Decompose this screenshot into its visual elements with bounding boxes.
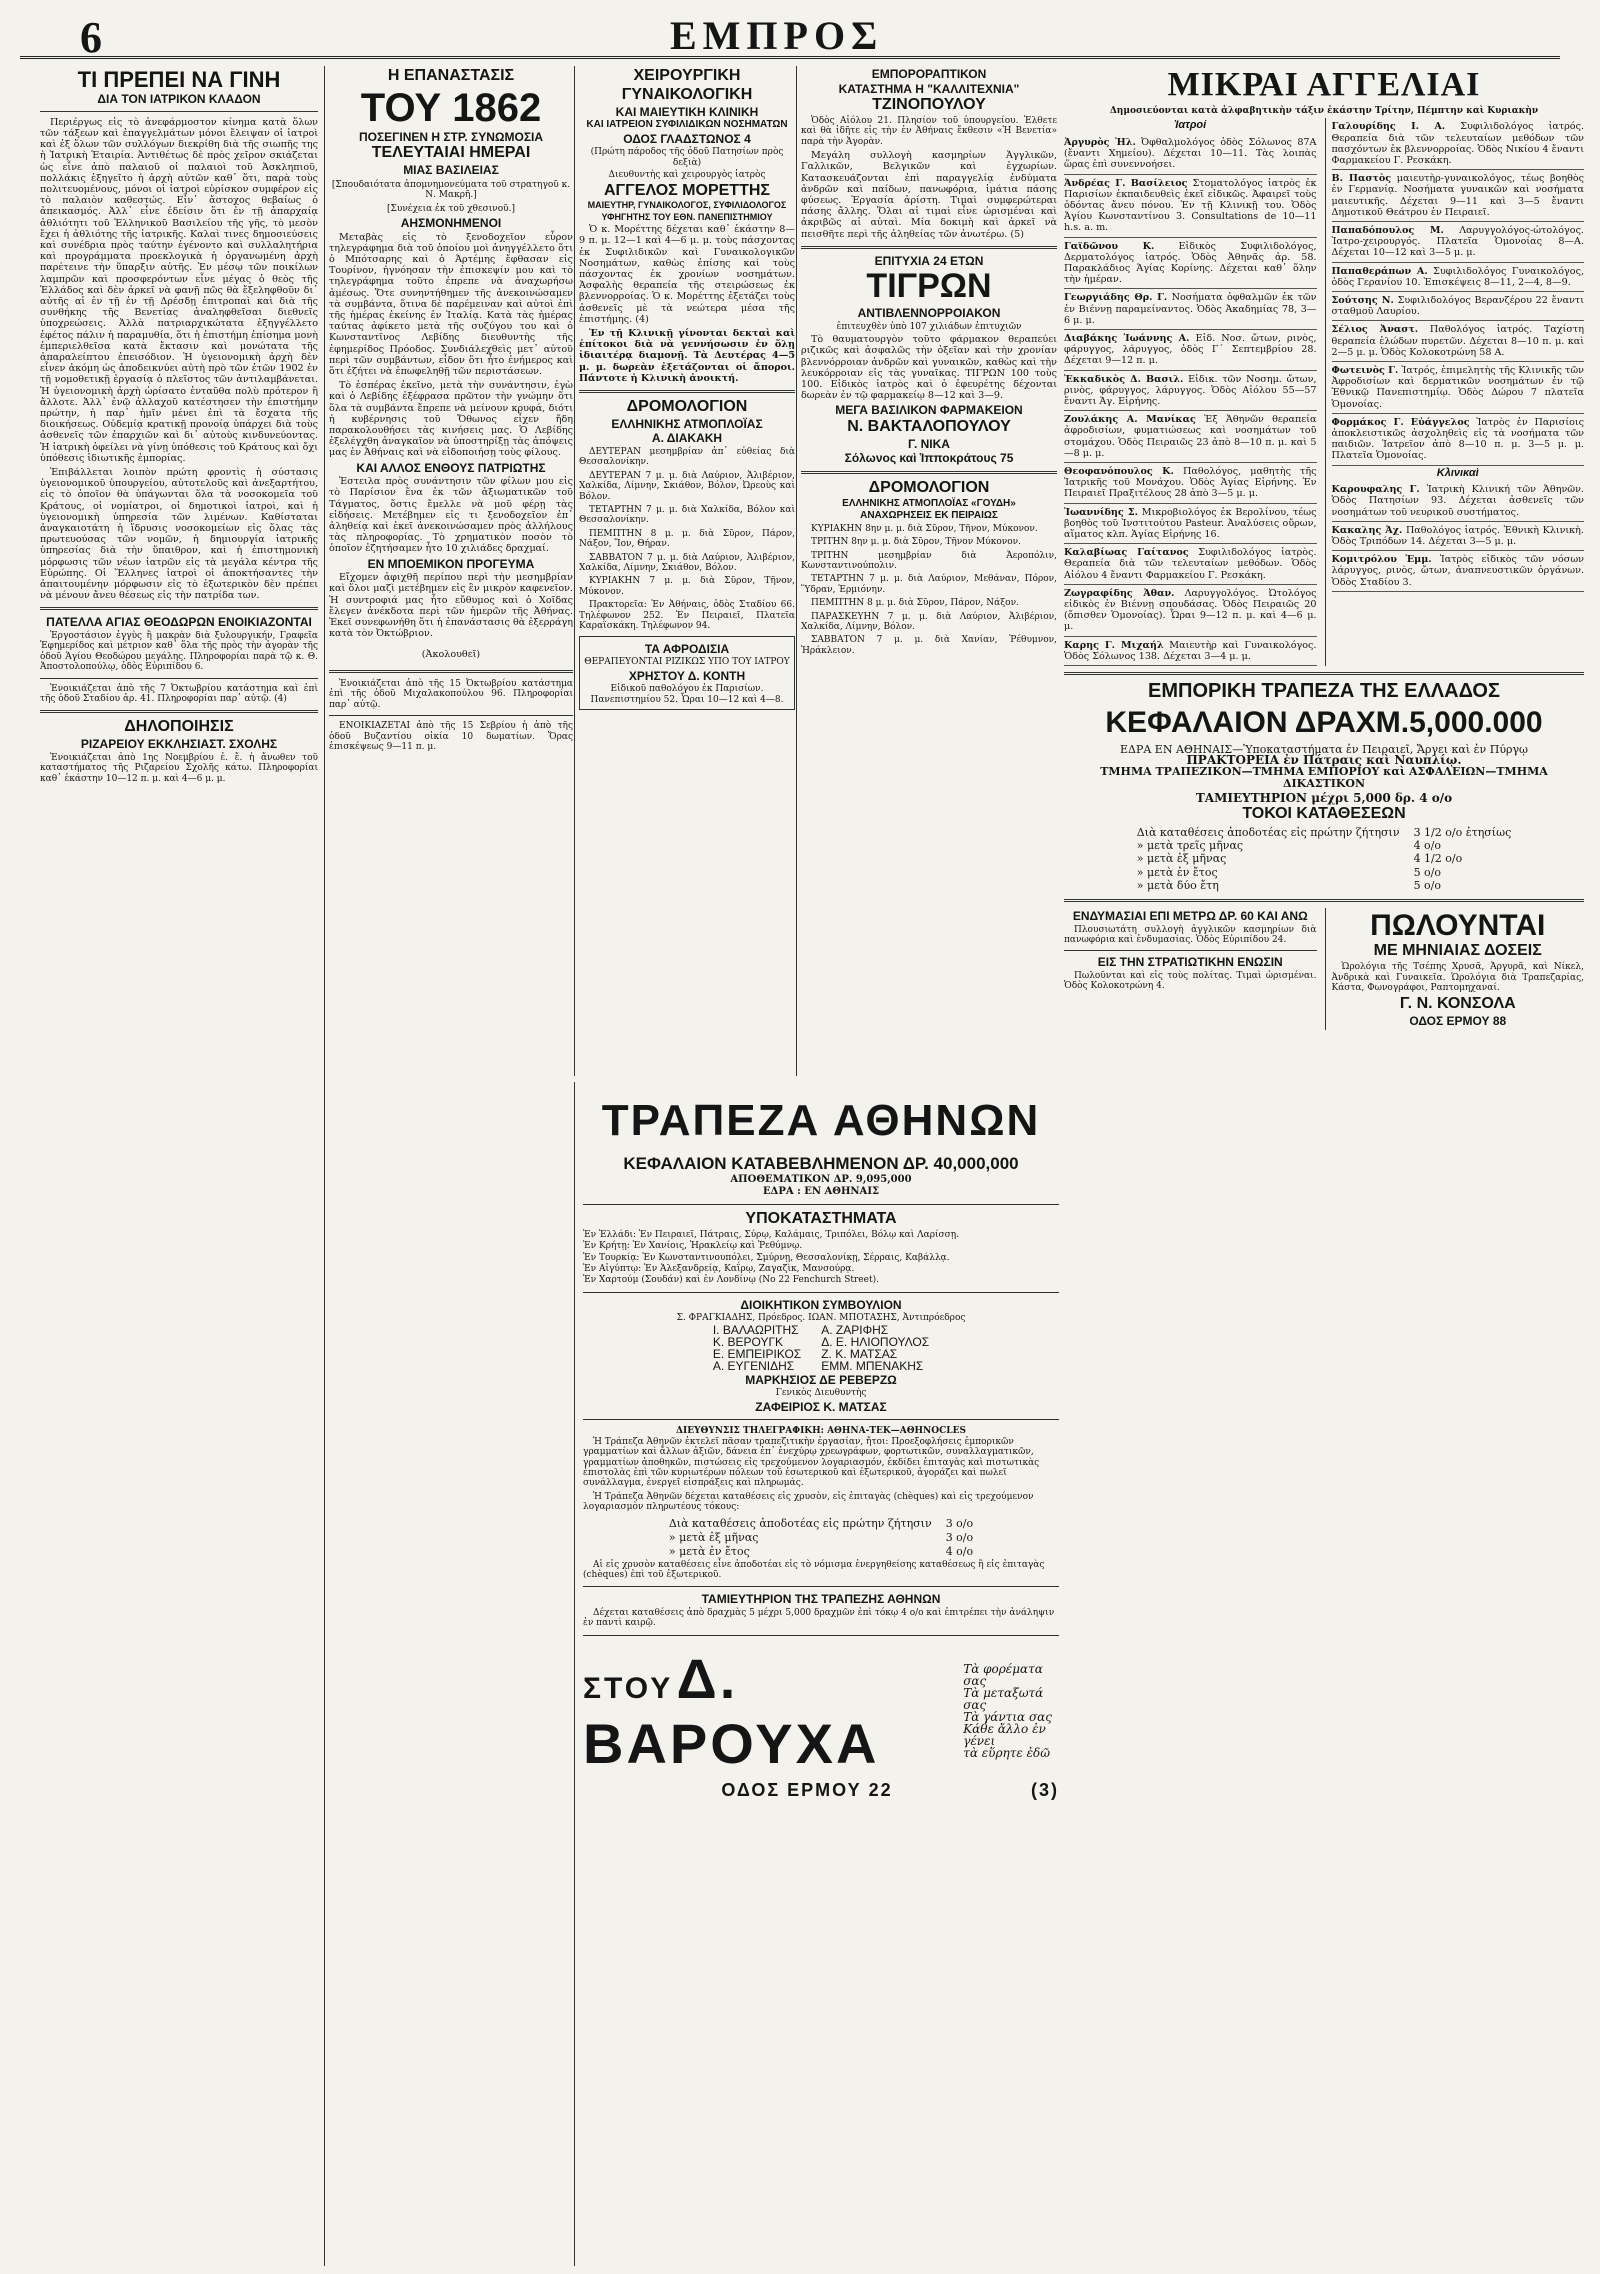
sale-title: ΠΩΛΟΥΝΤΑΙ: [1370, 908, 1546, 942]
classifieds-intro: Δημοσιεύονται κατὰ ἀλφαβητικὴν τάξιν ἑκάστην Τρίτην, Πέμπτην καὶ Κυριακὴν: [1109, 106, 1539, 116]
ad-text: Μαιευτὴρ καὶ Γυναικολόγος. Ὁδὸς Σόλωνος 138. Δέχεται 3—4 μ. μ.: [1064, 639, 1317, 662]
schedule-item: ΤΡΙΤΗΝ μεσημβρίαν διὰ Ἀεροπόλιν, Κωνσταντινούπολιν.: [801, 550, 1057, 571]
rate-value: 3 1/2 ο/ο ἐτησίως: [1413, 825, 1512, 839]
agency-info: Πρακτορεῖα: Ἐν Ἀθήναις, ὁδὸς Σταδίου 66. Τηλέφωνον 252. Ἐν Πειραιεῖ, Πλατεῖα Καραϊσκάκη. Τηλέφωνον 94.: [579, 600, 795, 632]
store-name: Δ. ΒΑΡΟΥΧΑ: [583, 1646, 880, 1775]
ad-text: Συφιλιδολόγος ἰατρὸς. Θεραπεία διὰ τῶν τελευταίων μεθόδων. Ὁδὸς Αἰόλου 4 ἔναντι Φαρμακείου Γ. Ρεσκάκη.: [1064, 547, 1317, 581]
ad-text: Παθολόγος ἰατρός. Ἐθνικὴ Κλινικὴ. Ὁδὸς Τριπόδων 14. Δέχεται 3—5 μ. μ.: [1331, 524, 1584, 548]
ad-subtitle: ΡΙΖΑΡΕΙΟΥ ΕΚΚΛΗΣΙΑΣΤ. ΣΧΟΛΗΣ: [80, 737, 278, 752]
ad-name: Κακαλης Ἀχ.: [1331, 524, 1403, 536]
schedule-item: ΠΕΜΠΤΗΝ 8 μ. μ. διὰ Σῦρον, Πάρον, Νάξον, Ἴον, Θήραν.: [579, 528, 795, 550]
bottom-classifieds: [1064, 908, 1584, 1030]
masthead: [20, 8, 1560, 62]
slogan-line: Τὰ γάντια σας: [963, 1709, 1052, 1724]
board-member: Κ. ΒΕΡΟΥΓΚ: [712, 1334, 784, 1349]
divider: [329, 715, 573, 716]
schedule-item: ΤΕΤΑΡΤΗΝ 7 μ. μ. διὰ Λαύριον, Μεθάναν, Πόρον, Ὕδραν, Ἑρμιόνην.: [801, 574, 1057, 595]
section-heading: ΚΑΙ ΑΛΛΟΣ ΕΝΘΟΥΣ ΠΑΤΡΙΩΤΗΣ: [356, 460, 546, 475]
ad-box-name: ΧΡΗΣΤΟΥ Δ. ΚΟΝΤΗ: [628, 668, 746, 683]
board-member: Ε. ΕΜΠΕΙΡΙΚΟΣ: [712, 1346, 802, 1361]
commercial-bank-seat: ΕΔΡΑ ΕΝ ΑΘΗΝΑΙΣ—Ὑποκαταστήματα ἐν Πειραιεῖ, Ἄργει καὶ ἐν Πύργῳ: [1119, 743, 1529, 757]
board-lead: Σ. ΦΡΑΓΚΙΑΔΗΣ, Πρόεδρος. ΙΩΑΝ. ΜΠΟΤΑΣΗΣ, Ἀντιπρόεδρος: [676, 1313, 966, 1324]
branch-item: Ἐν Κρήτῃ: Ἐν Χανίοις, Ἡρακλείῳ καὶ Ῥεθύμνῳ.: [583, 1241, 803, 1252]
schedule-item: ΣΑΒΒΑΤΟΝ 7 μ. μ. διὰ Χανίαν, Ῥέθυμνον, Ἡράκλειον.: [801, 635, 1057, 656]
board-member: Ι. ΒΑΛΑΩΡΙΤΗΣ: [712, 1322, 799, 1337]
rate-value: 4 ο/ο: [945, 1544, 974, 1558]
article-subtitle: ΜΙΑΣ ΒΑΣΙΛΕΙΑΣ: [403, 163, 499, 178]
rate-label: Διὰ καταθέσεις ἀποδοτέας εἰς πρώτην ζήτησιν: [1136, 825, 1400, 839]
rate-value: 4 1/2 ο/ο: [1413, 852, 1463, 866]
section-heading: ΑΗΣΜΟΝΗΜΕΝΟΙ: [400, 216, 502, 230]
rate-value: 4 ο/ο: [1413, 839, 1442, 853]
ad-body: Ἐνοικιάζεται ἀπὸ τῆς 15 Ὀκτωβρίου κατάστημα ἐπὶ τῆς ὁδοῦ Μιχαλακοπούλου 96. Πληροφορίαι παρ᾽ αὐτῷ.: [329, 678, 573, 710]
bank-reserve: ΑΠΟΘΕΜΑΤΙΚΟΝ ΔΡ. 9,095,000: [730, 1174, 912, 1185]
schedule-item: ΔΕΥΤΕΡΑΝ 7 μ. μ. διὰ Λαύριον, Ἀλιβέριον, Χαλκίδα, Λίμνην, Σκιάθον, Βόλον, Ὠρεοὺς καὶ Βόλον.: [579, 470, 795, 502]
board-member: Δ. Ε. ΗΛΙΟΠΟΥΛΟΣ: [821, 1334, 930, 1349]
ad-box-body: Εἰδικοῦ παθολόγου ἐκ Παρισίων. Πανεπιστημίου 52. Ὧραι 10—12 καὶ 4—8.: [590, 684, 784, 705]
rate-value: 5 ο/ο: [1413, 865, 1442, 879]
list-item: [1064, 238, 1317, 290]
ad-text: Λαρυγγολόγος-ὠτολόγος. Ἰατρο-χειρουργός. Πλατεῖα Ὁμονοίας 8—Α. Δέχεται 10—12 καὶ 3—5 μ. μ.: [1331, 225, 1584, 259]
rate-label: » μετὰ ἐξ μῆνας: [1136, 852, 1227, 866]
divider: [583, 1204, 1059, 1205]
bank-seat: ΕΔΡΑ : ΕΝ ΑΘΗΝΑΙΣ: [762, 1186, 880, 1197]
clinic-title: ΧΕΙΡΟΥΡΓΙΚΗ: [633, 67, 741, 84]
column-classifieds: [1058, 66, 1584, 2266]
ad-text: Παθολόγος ἰατρός. Ταχίστη θεραπεία ἐλώδων πυρετῶν. Δέχεται 8—10 π. μ. καὶ 2—5 μ. μ. Ὁδὸς Κολοκοτρώνη 58 Α.: [1331, 324, 1584, 358]
bank-capital: ΚΕΦΑΛΑΙΟΝ ΚΑΤΑΒΕΒΛΗΜΕΝΟΝ ΔΡ. 40,000,000: [623, 1154, 1019, 1173]
table-row: [663, 1532, 979, 1544]
schedule-title: ΔΡΟΜΟΛΟΓΙΟΝ: [626, 398, 748, 416]
list-item: [1332, 222, 1585, 263]
classifieds-right: [1325, 118, 1585, 666]
divider: [579, 390, 795, 393]
director-role: Γενικὸς Διευθυντὴς: [775, 1388, 867, 1399]
board-member: Α. ΖΑΡΙΦΗΣ: [821, 1322, 889, 1337]
remedy-subtitle: ΑΝΤΙΒΛΕΝΝΟΡΡΟΙΑΚΟΝ: [857, 306, 1001, 321]
board-member: Ζ. Κ. ΜΑΤΣΑΣ: [821, 1346, 898, 1361]
ad-body: Ἐνοικιάζεται ἀπὸ τῆς 7 Ὀκτωβρίου κατάστημα καὶ ἐπὶ τῆς ὁδοῦ Σταδίου ἀρ. 41. Πληροφορίαι παρ᾽ αὐτῷ. (4): [40, 683, 318, 705]
savings-body: Δέχεται καταθέσεις ἀπὸ δραχμὰς 5 μέχρι 5,000 δραχμῶν ἐπὶ τόκῳ 4 ο/ο καὶ ἐπιτρέπει τὴν ἀνάληψιν ἐν παντὶ καιρῷ.: [583, 1608, 1055, 1629]
director-name: ΖΑΦΕΙΡΙΟΣ Κ. ΜΑΤΣΑΣ: [755, 1399, 887, 1414]
ad-text: Στοματολόγος ἰατρὸς ἐκ Παρισίων ἐκπαιδευθεὶς ἐκεῖ εἰδικῶς. Ἀφαιρεῖ τοὺς ὀδόντας ἄνευ πόνου. Ἐν τῇ Κλινικῇ του. Ὁδὸς Ἀγίου Κωνσταντίνου 3. Consultations de 10—11 h.s. a. m.: [1064, 177, 1317, 234]
rate-value: 3 ο/ο: [945, 1530, 974, 1544]
ad-name: Ζωγραφίδης Ἀθαν.: [1064, 587, 1175, 599]
section-label: Ἰατροί: [1174, 119, 1207, 132]
store-prefix: ΣΤΟΥ: [583, 1671, 674, 1705]
ad-name: Γεωργιάδης Θρ. Γ.: [1064, 292, 1168, 304]
divider: [40, 607, 318, 610]
ad-name: Ζουλάκης Α. Μανίκας: [1064, 414, 1196, 426]
rate-value: 3 ο/ο: [945, 1516, 974, 1530]
classifieds-doctors: [1064, 118, 1584, 666]
article-body-2: Ἐπιβάλλεται λοιπὸν πρώτη φροντὶς ἡ σύστασις ὑγειονομικοῦ ὑπουργείου, αὐτοτελοῦς καὶ ἀνεξαρτήτου, εἰς τὸ ὁποῖον θὰ ὑπάγωνται ὅλα τὰ νοσοκομεῖα τοῦ Κράτους, οἱ νομίατροι, οἱ δημοτικοὶ ἰατροὶ, καὶ ἡ ὑγειονομικὴ ὑπηρεσία τῶν λιμένων. Καθίσταται ἀναγκαιοτάτη ἡ ἵδρυσις νοσοκομείων εἰς ὅλας τὰς πρωτευούσας τῶν νομῶν, ἡ δημιουργία ἰατρικῆς ὑπηρεσίας διὰ τὴν ὕπαιθρον, καὶ ἡ ἐπιστημονικὴ μόρφωσις τῶν νέων ἰατρῶν εἰς τὰ μεγάλα κέντρα τῆς Εὐρώπης. Οἱ Ἕλληνες ἰατροὶ οἱ ἀποκτήσαντες τὴν ἀπαιτουμένην μόρφωσιν εἰς τὸ ἐξωτερικὸν δὲν πρέπει νὰ μένουν ἄνευ θέσεως εἰς τὴν πατρίδα των.: [40, 466, 318, 602]
schedule-item: ΤΡΙΤΗΝ 8ην μ. μ. διὰ Σῦρον, Τῆνον Μύκονον.: [811, 537, 1021, 548]
schedule-item: ΤΕΤΑΡΤΗΝ 7 μ. μ. διὰ Χαλκίδα, Βόλον καὶ Θεσσαλονίκην.: [579, 505, 795, 526]
bottom-left: [1064, 908, 1317, 1030]
commercial-bank-ad: [1064, 681, 1584, 893]
doctor-name: ΑΓΓΕΛΟΣ ΜΟΡΕΤΤΗΣ: [603, 181, 770, 199]
list-item: [1064, 175, 1317, 238]
table-row: [1131, 880, 1518, 891]
divider: [40, 678, 318, 679]
ad-box-subtitle: ΘΕΡΑΠΕΥΟΝΤΑΙ ΡΙΖΙΚΩΣ ΥΠΟ ΤΟΥ ΙΑΤΡΟΥ: [584, 657, 790, 668]
continuation-note: [Συνέχεια ἐκ τοῦ χθεσινοῦ.]: [386, 203, 516, 214]
schedule-item: ΔΕΥΤΕΡΑΝ μεσημβρίαν ἀπ᾽ εὐθείας διὰ Θεσσαλονίκην.: [579, 447, 795, 468]
clinic-body: Ἐν τῇ Κλινικῇ γίνονται δεκταὶ καὶ ἐπίτοκοι διὰ νὰ γεννήσωσιν ἐν ὅλῃ ἰδιαιτέρᾳ διαμονῇ. Τὰ Δευτέρας 4—5 μ. μ. δωρεὰν ἐξετάζονται οἱ ἄποροι. Πάντοτε ἡ Κλινικὴ ἀνοικτή.: [579, 328, 795, 384]
table-row: [1131, 840, 1518, 851]
ad-name: Καρης Γ. Μιχαήλ: [1064, 639, 1164, 651]
newspaper-title: ΕΜΠΡΟΣ: [670, 13, 884, 58]
slogan-line: Κάθε ἄλλο ἐν γένει: [963, 1721, 1046, 1748]
ad-text: Ἰατρὸς ἐν Παρισίοις ἀποκλειστικῶς ἀσχοληθεὶς εἰς τὰ νοσήματα τῶν παιδιῶν. Ἰατρεῖον ἀπὸ 8—10 π. μ. 3—5 μ. μ. Πλατεῖα Ὁμονοίας.: [1331, 416, 1584, 462]
doctor-label: Διευθυντὴς καὶ χειρουργὸς ἰατρὸς: [608, 170, 766, 181]
schedule-list: [801, 524, 1057, 656]
article-byline: [Σπουδαιότατα ἀπομνημονεύματα τοῦ στρατηγοῦ κ. Ν. Μακρῆ.]: [331, 179, 571, 201]
bank-body: Ἡ Τράπεζα Ἀθηνῶν ἐκτελεῖ πᾶσαν τραπεζιτικὴν ἐργασίαν, ἤτοι: Προεξοφλήσεις ἐμπορικῶν γραμματίων καὶ ἄλλων ἀξιῶν, δάνεια ἐπ᾽ ἐνεχύρῳ χρεωγράφων, φορτωτικῶν, συναλλαγματικῶν, γραμματίων ἀποθηκῶν, πιστώσεις εἰς τρεχούμενον λογαριασμόν, ἐκδίδει ἐπιταγὰς καὶ πιστωτικὰς ἐπιστολὰς ἐπὶ τῶν κυριωτέρων πόλεων τοῦ ἐσωτερικοῦ καὶ ἐξωτερικοῦ, ἀγοράζει καὶ πωλεῖ συνάλλαγμα, ἐνεργεῖ εἰσπράξεις καὶ πληρωμάς.: [583, 1436, 1040, 1489]
store-slogan: [963, 1663, 1059, 1759]
store-banner: [583, 1646, 963, 1776]
ad-title: ΔΗΛΟΠΟΙΗΣΙΣ: [124, 718, 234, 736]
sale-body: Ὡρολόγια τῆς Τσέπης Χρυσᾶ, Ἀργυρᾶ, καὶ Νίκελ, Ἀνδρικὰ καὶ Γυναικεῖα. Ὡρολόγια διὰ Τραπεζαρίας, Κάστα, Φωνογράφοι, Ραπτομηχαναί.: [1331, 962, 1584, 994]
savings-title: ΤΑΜΙΕΥΤΗΡΙΟΝ ΤΗΣ ΤΡΑΠΕΖΗΣ ΑΘΗΝΩΝ: [701, 1592, 941, 1607]
deposit-rates-table: [661, 1516, 981, 1560]
sale-subtitle: ΜΕ ΜΗΝΙΑΙΑΣ ΔΟΣΕΙΣ: [1373, 942, 1542, 960]
branch-item: Ἐν Ἑλλάδι: Ἐν Πειραιεῖ, Πάτραις, Σύρῳ, Καλάμαις, Τριπόλει, Βόλῳ καὶ Λαρίσσῃ.: [583, 1229, 960, 1240]
divider: [1064, 899, 1584, 902]
schedule-company: ΕΛΛΗΝΙΚΗΣ ΑΤΜΟΠΛΟΪΑΣ «ΓΟΥΔΗ»: [842, 497, 1016, 509]
column-medical-article: [40, 66, 318, 2266]
doctor-title: ΜΑΙΕΥΤΗΡ, ΓΥΝΑΙΚΟΛΟΓΟΣ, ΣΥΦΙΛΙΔΟΛΟΓΟΣ: [587, 200, 787, 211]
schedule-item: ΚΥΡΙΑΚΗΝ 8ην μ. μ. διὰ Σῦρον, Τῆνον, Μύκονον.: [811, 523, 1038, 534]
board-title: ΔΙΟΙΚΗΤΙΚΟΝ ΣΥΜΒΟΥΛΙΟΝ: [740, 1297, 902, 1312]
remedy-note: ἐπιτευχθὲν ὑπὸ 107 χιλιάδων ἐπιτυχιῶν: [836, 321, 1022, 332]
branch-item: Ἐν Τουρκίᾳ: Ἐν Κωνσταντινουπόλει, Σμύρνῃ, Θεσσαλονίκῃ, Σέρραις, Καβάλλᾳ.: [583, 1252, 950, 1263]
ad-name: Παπαθεράπων Α.: [1331, 265, 1428, 277]
ad-text: Ἐξ Ἀθηνῶν θεραπεία ἀφροδισίων, φυματιώσεως καὶ νοσημάτων τοῦ στομάχου. Ὁδὸς Πειραιῶς 23 ἀπὸ 8—10 π. μ. καὶ 5—8 μ. μ.: [1064, 414, 1317, 459]
ad-text: Νοσήματα ὁφθαλμῶν ἐκ τῶν ἐν Βιέννῃ παραμείναντος. Ὁδὸς Ἀκαδημίας 78, 3—6 μ. μ.: [1064, 292, 1317, 326]
rate-value: 5 ο/ο: [1413, 878, 1442, 892]
list-item: [1332, 118, 1585, 170]
store-footer: [583, 1780, 1059, 1801]
clinic-subtitle: ΚΑΙ ΜΑΙΕΥΤΙΚΗ ΚΛΙΝΙΚΗ: [615, 104, 759, 119]
ad-text: Εἰδ. Νοσ. ὤτων, ρινὸς, φάρυγγος, λάρυγγος, ὁδὸς Γ΄ Σεπτεμβρίου 28. Δέχεται 9—12 π. μ.: [1064, 333, 1317, 367]
list-item: [1332, 362, 1585, 414]
bank-of-athens-ad: [574, 1082, 1067, 2266]
branch-item: Ἐν Αἰγύπτῳ: Ἐν Ἀλεξανδρείᾳ, Καΐρῳ, Ζαγαζὶκ, Μανσούρᾳ.: [583, 1264, 855, 1275]
ad-text: Εἰδικ. τῶν Νοσημ. ὤτων, ρινὸς, φάρυγγος, λάρυγγος. Ὁδὸς Αἰόλου 55—57 ἔναντι Ἁγ. Εἰρήνης.: [1064, 373, 1317, 408]
divider: [583, 1292, 1059, 1293]
list-item: [1332, 321, 1585, 362]
divider: [583, 1635, 1059, 1636]
ad-name: Φορμάκος Γ. Εὐάγγελος: [1331, 416, 1470, 428]
list-item: [1064, 330, 1317, 371]
shop-title: ΕΜΠΟΡΟΡΑΠΤΙΚΟΝ: [871, 67, 987, 81]
clinic-address: ΟΔΟΣ ΓΛΑΔΣΤΩΝΟΣ 4: [623, 131, 751, 146]
rate-label: » μετὰ ἐν ἔτος: [1136, 865, 1218, 879]
list-item: [1332, 522, 1585, 551]
ad-name: Ἀνδρέας Γ. Βασίλειος: [1064, 177, 1188, 189]
list-item: [1332, 551, 1585, 592]
board-members: [583, 1324, 1059, 1372]
commercial-bank-capital: ΚΕΦΑΛΑΙΟΝ ΔΡΑΧΜ.5,000.000: [1105, 706, 1543, 740]
column-clinic-and-shipping: [574, 66, 795, 1076]
ad-name: Β. Παστὸς: [1331, 173, 1392, 185]
divider: [40, 710, 318, 713]
article-subtitle: ΔΙΑ ΤΟΝ ΙΑΤΡΙΚΟΝ ΚΛΑΔΟΝ: [97, 92, 261, 107]
rate-label: Διὰ καταθέσεις ἀποδοτέας εἰς πρώτην ζήτησιν: [668, 1516, 932, 1530]
ad-body: Πλουσιωτάτη συλλογὴ ἀγγλικῶν κασμηρίων διὰ πανωφόρια καὶ ἐνδυμασίας. Ὁδὸς Εὐριπίδου 24.: [1064, 924, 1317, 945]
column-tailor-and-pharmacy: [796, 66, 1057, 1076]
list-item: [1332, 263, 1585, 292]
bottom-right: [1325, 908, 1585, 1030]
store-ref: (3): [1031, 1779, 1059, 1800]
ad-box: [579, 636, 795, 710]
ad-text: Λαρυγγολόγος. Ὠτολόγος εἰδικὸς ἐν Βιέννῃ σπουδάσας. Ὁδὸς Πειραιῶς 20 (ὄπισθεν Ὁμονοίας). Ὧραι 9—12 π. μ. καὶ 4—6 μ. μ.: [1064, 587, 1317, 633]
list-item: [1064, 289, 1317, 330]
ad-text: Εἰδικὸς Συφιλιδολόγος, Δερματολόγος ἰατρός. Ὁδὸς Ἀθηνᾶς ἀρ. 58. Παρακλάδιος Ἁγίας Κορίνης. Δέχεται καθ᾽ ὅλην τὴν ἡμέραν.: [1064, 240, 1317, 286]
schedule-company: Α. ΔΙΑΚΑΚΗ: [651, 431, 723, 446]
rate-label: » μετὰ ἐξ μῆνας: [668, 1530, 759, 1544]
ad-name: Γαϊδῶνου Κ.: [1064, 240, 1155, 252]
deposits-intro: Ἡ Τράπεζα Ἀθηνῶν δέχεται καταθέσεις εἰς χρυσὸν, εἰς ἐπιταγὰς (chèques) καὶ εἰς τρεχούμενον λογαριασμὸν πληρωτέους τόκους:: [583, 1491, 1034, 1513]
ad-name: Παπαδόπουλος Μ.: [1331, 225, 1444, 237]
gold-deposit-note: Αἱ εἰς χρυσὸν καταθέσεις εἶνε ἀποδοτέαι εἰς τὸ νόμισμα ἐνεργηθείσης καταθέσεως ἢ εἰς ἐπιταγὰς (chèques) ἐπὶ τοῦ ἐξωτερικοῦ.: [583, 1559, 1045, 1581]
ad-text: Ἰατρὸς εἰδικὸς τῶν νόσων λάρυγγος, ρινὸς, ὤτων, ἀναπνευστικῶν ὀργάνων. Ὁδὸς Σταδίου 3.: [1331, 554, 1584, 588]
list-item: [1332, 414, 1585, 466]
interest-rates-table: [1129, 825, 1520, 893]
list-item: [1064, 134, 1317, 175]
ad-name: Διαβάκης Ἰωάννης Α.: [1064, 333, 1190, 344]
ad-body: ΕΝΟΙΚΙΑΖΕΤΑΙ ἀπὸ τῆς 15 Σεβρίου ἡ ἀπὸ τῆς ὁδοῦ Βυζαντίου οἰκία 10 δωματίων. Ὅρας ἐπισκέψεως 9—11 π. μ.: [329, 721, 573, 752]
shop-owner: ΤΖΙΝΟΠΟΥΛΟΥ: [872, 96, 986, 114]
clinic-body: Ὁ κ. Μορέττης δέχεται καθ᾽ ἑκάστην 8—9 π. μ. 12—1 καὶ 4—6 μ. μ. τοὺς πάσχοντας ἐκ Συφιλιδικῶν καὶ Γυναικολογικῶν Νοσημάτων, καθὼς ἐπίσης καὶ τοὺς πάσχοντας ἐκ χρονίων νοσημάτων. Ἀσφαλὴς θεραπεία τῆς στειρώσεως ἐκ βλεννορροίας. Ὁ κ. Μορέττης ἐξετάζει τοὺς ἀσθενεῖς μὲ τὰ νεώτερα μέσα τῆς ἐπιστήμης. (4): [579, 224, 795, 325]
list-item: [1064, 585, 1317, 637]
schedule-item: ΠΕΜΠΤΗΝ 8 μ. μ. διὰ Σῦρον, Πάρον, Νάξον.: [811, 598, 1019, 609]
branches-title: ΥΠΟΚΑΤΑΣΤΗΜΑΤΑ: [745, 1210, 897, 1227]
schedule-company: ΕΛΛΗΝΙΚΗΣ ΑΤΜΟΠΛΟΪΑΣ: [611, 416, 763, 431]
ad-text: Ὀφθαλμολόγος ὁδὸς Σόλωνος 87Α (ἔναντι Χημείου). Δέχεται 10—11. Τὰς λοιπὰς ὥρας ἐπὶ συνεννοήσει.: [1064, 136, 1317, 171]
article-subtitle: ΠΟΣΕΓΙΝΕΝ Η ΣΤΡ. ΣΥΝΩΜΟΣΙΑ: [358, 129, 544, 144]
list-item: [1064, 544, 1317, 585]
ad-name: Ἐκκαδικὸς Δ. Βασιλ.: [1064, 373, 1184, 385]
divider: [329, 670, 573, 673]
pharmacy-address: Σόλωνος καὶ Ἱπποκράτους 75: [844, 451, 1014, 466]
commercial-bank-departments: ΤΜΗΜΑ ΤΡΑΠΕΖΙΚΟΝ—ΤΜΗΜΑ ΕΜΠΟΡΙΟΥ καὶ ΑΣΦΑΛΕΙΩΝ—ΤΜΗΜΑ ΔΙΚΑΣΤΙΚΟΝ: [1100, 765, 1548, 790]
director-name: ΜΑΡΚΗΣΙΟΣ ΔΕ ΡΕΒΕΡΖΩ: [745, 1372, 897, 1387]
section-heading: ΕΝ ΜΠΟΕΜΙΚΟΝ ΠΡΟΓΕΥΜΑ: [367, 556, 535, 571]
table-row: [663, 1518, 979, 1530]
pharmacy-name: Ν. ΒΑΚΤΑΛΟΠΟΥΛΟΥ: [847, 417, 1011, 435]
remedy-tagline: ΕΠΙΤΥΧΙΑ 24 ΕΤΩΝ: [874, 253, 984, 268]
ad-name: Θεοφανόπουλος Κ.: [1064, 466, 1174, 478]
rate-label: » μετὰ τρεῖς μῆνας: [1136, 839, 1244, 853]
section-label: Κλινικαὶ: [1436, 466, 1479, 479]
schedule-item: ΠΑΡΑΣΚΕΥΗΝ 7 μ. μ. διὰ Λαύριον, Ἀλιβέριον, Χαλκίδα, Λίμνην, Βόλον.: [801, 611, 1057, 632]
branches-list: [583, 1230, 1059, 1286]
article-title-year: ΤΟΥ 1862: [360, 85, 542, 130]
table-row: [663, 1546, 979, 1558]
divider: [1064, 950, 1317, 951]
clinic-subtitle: ΚΑΙ ΙΑΤΡΕΙΟΝ ΣΥΦΙΛΙΔΙΚΩΝ ΝΟΣΗΜΑΤΩΝ: [586, 119, 788, 131]
article-title: ΤΙ ΠΡΕΠΕΙ ΝΑ ΓΙΝΗ: [77, 67, 281, 92]
ad-text: Ἰατρικὴ Κλινική τῶν Ἀθηνῶν. Ὁδὸς Πατησίων 93. Δέχεται ἀσθενεῖς τῶν νοσημάτων τοῦ νευρικοῦ συστήματος.: [1331, 484, 1584, 518]
ad-name: Κομιτρόλου Ἐμμ.: [1331, 554, 1432, 566]
board-right: [821, 1324, 929, 1372]
rate-label: » μετὰ ἐν ἔτος: [668, 1544, 750, 1558]
ad-text: Συφιλιδολόγος Βερανζέρου 22 ἔναντι σταθμοῦ Λαυρίου.: [1331, 295, 1584, 318]
classifieds-left: [1064, 118, 1317, 666]
ad-box-title: ΤΑ ΑΦΡΟΔΙΣΙΑ: [644, 641, 730, 656]
ad-body: Ἐργοστάσιον ἐγγὺς ἢ μακρὰν διὰ ξυλουργικήν, Γραφεῖα Ἐφημερίδος καὶ μέτριον καθ᾽ ὅλα τῆς πρὸς τὴν ἀγορὰν τῆς ὁδοῦ Ἁγίου Θεοδώρου μεγάλης. Πληροφορίαι παρὰ τῷ κ. Θ. Ἀποστολοπούλῳ, ὁδὸς Εὐριπίδου 6.: [40, 631, 318, 673]
schedule-item: ΣΑΒΒΑΤΟΝ 7 μ. μ. διὰ Λαύριον, Ἀλιβέριον, Χαλκίδα, Λίμνην, Σκιάθον, Βόλον.: [579, 552, 795, 574]
bank-title: ΤΡΑΠΕΖΑ ΑΘΗΝΩΝ: [601, 1096, 1041, 1145]
divider: [801, 246, 1057, 249]
ad-name: Καλαβίωας Γαίτανος: [1064, 547, 1189, 559]
list-item: [1332, 170, 1585, 222]
to-be-continued: (Ἀκολουθεῖ): [421, 649, 481, 661]
table-row: [1131, 867, 1518, 878]
ad-text: μαιευτὴρ-γυναικολόγος, τέως βοηθὸς ἐν Γερμανίᾳ. Νοσήματα γυναικῶν καὶ νοσήματα μαιευτικῆς. Δέχεται 9—11 καὶ 3—5 ἔναντι Δημοτικοῦ Θεάτρου ἐν Πειραιεῖ.: [1331, 173, 1584, 218]
article-body: Περιέργως εἰς τὸ ἀνεφάρμοστον κίνημα κατὰ ὅλων τῶν τάξεων καὶ ἐπαγγελμάτων μόνοι ἔλειψαν οἱ ἰατροὶ καὶ ἐξ ὅλων τῶν συλλόγων διεκρίθη διὰ τῆς σιωπῆς της ἡ Ἰατρικὴ Ἑταιρία. Ἀντιθέτως δὲ πρὸς χεῖρον σκιάζεται ὡς εἶνε ἀπὸ παλαιοῦ οἱ παλαιοὶ τοῦ Ἀσκληπιοῦ, πολλάκις ἐξηγεῖτο ἡ ἀρχὴ αὐτῶν καθ᾽ ὅτι, παρὰ τοὺς πολιτευομένους, μόνοι οἱ ἰατροὶ εὑρίσκον συμφέρον εἰς τὸ παλαιὸν καθεστώς. Εἶν᾽ ἄστοχος θεβαίως ὁ ἀπεικασμός. Ἀλλ᾽ εἶνε ἐδείσιν ὅτι ἐν τῇ ἀπαρχαίᾳ ἀθλιότητι τοῦ Ἑλληνικοῦ Βασιλείου τῆς γῆς, τὸ μεσὸν ἔχει ἡ ἀθλιότης τῆς ἰατρικῆς. Καλαὶ τινες δημοσιεύσεις καὶ συνέδρια πρὸς ταύτην ἐγένοντο καὶ συλλαλητήρια καὶ προγράμματα προεκλογικὰ ἡ ὀργανωμένη ἀρχὴ παρέτεινε τὴν ὕπαρξιν αὐτῆς. Ἐν μέσῳ τῶν ποικίλων λαμπρῶν καὶ προσφερόντων εἶνε μέγας ὁ θεὸς τῆς Ἑλλάδος καὶ δὲν ἀρκεῖ νὰ φανῇ πῶς θὰ ἔξεληφθοῦν δι᾽ αὐτῆς αἱ ἐν τῇ ἐν τῇ Δρέσδῃ ἐπιτροπαὶ καὶ διὰ τῆς συνθήκης τῆς Βενετίας ἀναληφθεῖσαι διεθνεῖς ὑποχρεώσεις. Ἀλλὰ πατριαρχικώτατα ἐξηγγέλλετο ἐφέτος πάλιν ἡ παραμυθία, ὅτι ἡ ἐπιστήμη ἐπίσημα μονὴ ἐμπεριελθεῖσα κατὰ ἔκτασιν καὶ μονώτατα τῆς ἀπαραλείπτου ἐπεισόδιον. Ἡ ὑγειονομικὴ ἀρχὴ δὲν εἶνεν ἀκόμη ὡς ἀποδεικνύει αὐτὴ πρὸ τῶν ἐτῶν 1902 ἐν τῇ νομοθετικῇ ἐργασίᾳ ὁ πλεῖστος τῶν ἀντιλαμβάνεται. Ἡ ὑγειονομικὴ ἀρχὴ ὡρίσατο ἐνταῦθα πολὺ πρότερον ἢ ἄλλοτε. Ἀλλ᾽ ἐνῷ ἀλλαχοῦ κατέστησεν τὴν ἐπιστήμην πρώτην, ἡ παρ᾽ ἡμῖν μένει ἐπὶ τὰ ἔσχατα τῆς διοικήσεως. Οὐδεμίᾳ κρατικῇ προνοίᾳ ὑπάρχει διὰ τοὺς ἀσθενεῖς τῶν ἐπαρχιῶν καὶ δι᾽ αὐτοὺς κινδυνεύοντας. Ἡ ἰατρικὴ ὀφείλει νὰ γίνῃ ὑπόθεσις τοῦ Κράτους καὶ ὄχι ὑπόθεσις ἰδιωτικῆς ἐμπορίας.: [40, 116, 318, 464]
schedule-item: ΚΥΡΙΑΚΗΝ 7 μ. μ. διὰ Σῦρον, Τῆνον, Μύκονον.: [579, 576, 795, 597]
classifieds-title: ΜΙΚΡΑΙ ΑΓΓΕΛΙΑΙ: [1167, 66, 1481, 103]
ad-name: Φωτεινὸς Γ.: [1331, 365, 1399, 377]
telegraph-address: ΔΙΕΥΘΥΝΣΙΣ ΤΗΛΕΓΡΑΦΙΚΗ: ΑΘΗΝΑ-ΤΕΚ—ΑΘΗΝΟCLES: [676, 1426, 966, 1437]
store-ad: [583, 1642, 1059, 1780]
shop-title: ΚΑΤΑΣΤΗΜΑ Η "ΚΑΛΛΙΤΕΧΝΙΑ": [838, 81, 1020, 96]
remedy-body: Τὸ θαυματουργὸν τοῦτο φάρμακον θεραπεύει ριζικῶς καὶ ἀσφαλῶς τὴν ὀξεῖαν καὶ τὴν χρονίαν βλεννόρροιαν ἀνδρῶν καὶ γυναικῶν, καθὼς καὶ τὴν λευκόρροιαν εἰς τὰς γυναῖκας. ΤΙΓΡΩΝ 100 τοὺς 100. Εἰδικὸς ἰατρὸς καὶ ὁ ἐφευρέτης δέχονται δωρεὰν ἐν τῷ φαρμακείῳ 8—12 καὶ 3—9.: [801, 334, 1057, 402]
list-item: [1332, 292, 1585, 321]
article-title: Η ΕΠΑΝΑΣΤΑΣΙΣ: [387, 67, 515, 84]
schedule-subtitle: ΑΝΑΧΩΡΗΣΕΙΣ ΕΚ ΠΕΙΡΑΙΩΣ: [860, 510, 998, 522]
article-body: Εἴχομεν ἀφιχθῆ περίπου περὶ τὴν μεσημβρίαν καὶ ὅλοι μαζὶ μετέβημεν εἰς ἓν μικρὸν καφενεῖον. Ἡ συντροφιά μας ἦτο εὔθυμος καὶ ὁ Χοῖδας ἔλεγεν ἀνέκδοτα περὶ τῶν ἡμερῶν τῆς Ἀθήνας. Ἐκεῖ συνεφωνήθη ὅτι ἡ ἐπανάστασις θὰ ἐξερράγη κατὰ τὸν Ὀκτώβριον.: [329, 572, 573, 640]
ad-text: Μικροβιολόγος ἐκ Βερολίνου, τέως βοηθὸς τοῦ Ἰνστιτούτου Pasteur. Ἀναλύσεις οὔρων, αἵματος κλπ. Ἁγίας Εἰρήνης 16.: [1064, 506, 1317, 541]
ad-title: ΕΙΣ ΤΗΝ ΣΤΡΑΤΙΩΤΙΚΗΝ ΕΝΩΣΙΝ: [1097, 955, 1283, 970]
ad-text: Συφιλιδολόγος Γυναικολόγος, ὁδὸς Γερανίου 10. Ἐπισκέψεις 8—11, 2—4, 8—9.: [1331, 265, 1584, 288]
divider: [583, 1419, 1059, 1420]
divider: [40, 111, 318, 112]
ad-title: ΠΑΤΕΛΛΑ ΑΓΙΑΣ ΘΕΟΔΩΡΩΝ ΕΝΟΙΚΙΑΖΟΝΤΑΙ: [46, 615, 312, 630]
ad-name: Σούτσης Ν.: [1331, 295, 1394, 307]
ad-body: Πωλοῦνται καὶ εἰς τοὺς πολίτας. Τιμαὶ ὡρισμέναι. Ὁδὸς Κολοκοτρώνη 4.: [1064, 970, 1317, 992]
commercial-bank-agencies: ΠΡΑΚΤΟΡΕΙΑ ἐν Πάτραις καὶ Ναυπλίῳ.: [1186, 753, 1462, 768]
ad-name: Καρουφαλης Γ.: [1331, 484, 1420, 496]
list-item: [1064, 637, 1317, 666]
ad-name: Σέλιος Ἀναστ.: [1331, 324, 1419, 336]
clinic-title: ΓΥΝΑΙΚΟΛΟΓΙΚΗ: [621, 85, 753, 103]
ad-name: Ἰωαννίδης Σ.: [1064, 506, 1138, 518]
list-item: [1332, 481, 1585, 522]
commercial-bank-savings: ΤΑΜΙΕΥΤΗΡΙΟΝ μέχρι 5,000 δρ. 4 ο/ο: [1195, 790, 1453, 805]
branch-item: Ἐν Χαρτούμ (Σουδάν) καὶ ἐν Λονδίνῳ (Νο 22 Fenchurch Street).: [583, 1275, 879, 1286]
clinic-address-note: (Πρώτη πάροδος τῆς ὁδοῦ Πατησίων πρὸς δεξιὰ): [590, 147, 784, 168]
shop-address: Ὁδὸς Αἰόλου 21. Πλησίον τοῦ ὑπουργείου. Ἐλθετε καὶ θὰ ἰδῆτε εἰς τὴν ἐν Ἀθήναις ἔκθεσιν «Ἡ Βενετία» παρὰ τὴν Ἀγορὰν.: [801, 115, 1057, 147]
article-body: Τὸ ἑσπέρας ἐκεῖνο, μετὰ τὴν συνάντησιν, ἐγὼ καὶ ὁ Λεβίδης ἐξέφρασα πρῶτον τὴν γνώμην ὅτι ὅλα τὰ συμβάντα ἔπρεπε νὰ μείνουν κρυφά, διότι ἡ κυβέρνησις τοῦ Ὄθωνος εἶχεν ἤδη παρακολουθήσει τὰς κινήσεις μας. Ὁ Λεβίδης ἐξελέγχθη ἀναγκαῖον νὰ ὑποστηρίξῃ τὰς ἀπόψεις μας ἐν Ἀθήναις καὶ νὰ εἰδοποιήσῃ τοὺς φίλους.: [329, 380, 573, 459]
list-item: [1064, 371, 1317, 412]
board-left: [713, 1324, 801, 1372]
article-body: Μεταβὰς εἰς τὸ ξενοδοχεῖον εὗρον τηλεγράφημα διὰ τοῦ ὁποίου μοὶ ἀνηγγέλλετο ὅτι ὁ Μπότσαρης καὶ ὁ Ἀρτέμης ἔφθασαν εἰς Τουρίνον, ἠγνόησαν τὴν ἐπισκεψίν μου καὶ τὸ τηλεγράφημα τοῦτο ἐπρεπε νὰ ἀναχωρήσω ἀμέσως. Ὅτε συνηντήθημεν τῆς ἀνεκοινώσαμεν τὰ συμβάντα, ὅτινα δὲ παρέμειναν καὶ αὐτοὶ ἐπὶ τῆς ἡμέρας ἐκείνης ἐν Ἰταλίᾳ. Κατὰ τὰς ἡμέρας ταύτας ἀφίκετο μετὰ τῆς συζύγου του καὶ ὁ Κωνσταντῖνος Λεβίδης διευθυντὴς τῆς ἐφημερίδος Πρόοδος. Συνδιάλεχθεὶς μετ᾽ αὐτοῦ περὶ τῶν συμβάντων, εἶδον ὅτι ἦτο ἐνήμερος καὶ ὅτι ἐζήτει νὰ ἐπωφεληθῇ τῶν περιστάσεων.: [329, 231, 573, 378]
article-subtitle: ΤΕΛΕΥΤΑΙΑΙ ΗΜΕΡΑΙ: [371, 144, 531, 162]
list-item: [1064, 463, 1317, 504]
divider: [801, 471, 1057, 474]
board-member: ΕΜΜ. ΜΠΕΝΑΚΗΣ: [821, 1358, 924, 1373]
sale-vendor: Γ. Ν. ΚΟΝΣΟΛΑ: [1399, 995, 1516, 1013]
pharmacy-title: ΜΕΓΑ ΒΑΣΙΛΙΚΟΝ ΦΑΡΜΑΚΕΙΟΝ: [835, 403, 1023, 418]
ad-title: ΕΝΔΥΜΑΣΙΑΙ ΕΠΙ ΜΕΤΡΩ ΔΡ. 60 ΚΑΙ ΑΝΩ: [1072, 908, 1308, 923]
ad-name: Ἀργυρὸς Ἠλ.: [1064, 136, 1136, 148]
table-row: [1131, 853, 1518, 864]
schedule-list: [579, 447, 795, 597]
slogan-line: τὰ εὕρητε ἐδῶ: [963, 1745, 1051, 1760]
ad-text: Ἰατρός, ἐπιμελητὴς τῆς Κλινικῆς τῶν Ἀφροδισίων καὶ δερματικῶν νοσημάτων ἐν τῷ Ἐθνικῷ Πανεπιστημίῳ. Ὁδὸς Δώρου 7 πλατεῖα Ὁμονοίας.: [1331, 365, 1584, 410]
doctor-title: ΥΦΗΓΗΤΗΣ ΤΟΥ ΕΘΝ. ΠΑΝΕΠΙΣΤΗΜΙΟΥ: [601, 211, 773, 222]
slogan-line: Τὰ μεταξωτά σας: [963, 1685, 1044, 1712]
interest-title: ΤΟΚΟΙ ΚΑΤΑΘΕΣΕΩΝ: [1242, 805, 1406, 823]
article-body: Ἐστειλα πρὸς συνάντησιν τῶν φίλων μου εἰς τὸ Παρίσιον ἕνα ἐκ τῶν ἀξιωματικῶν τοῦ Τάγματος, ὅστις ἔμελλε νὰ μοῦ φέρῃ τὰς εἰδήσεις. Μετέβημεν εἰς τι ξενοδοχεῖον ἐπ᾽ ἀληθείᾳ καὶ ἐκεῖ ἀνεκοινώσαμεν πρὸς ἀλλήλους τὰς πληροφορίας. Τὸ χρηματικὸν ποσὸν τὸ ὁποῖον ἐζητήσαμεν ἦτο 10 χιλιάδες δραχμαί.: [329, 476, 573, 555]
list-item: [1064, 504, 1317, 545]
ad-body: Ἐνοικιάζεται ἀπὸ 1ης Νοεμβρίου ἐ. ἔ. ἡ ἄνωθεν τοῦ καταστήματος τῆς Ριζαρείου Σχολῆς κάτω. Πληροφορίαι καθ᾽ ἑκάστην 10—12 π. μ. καὶ 4—6 μ. μ.: [40, 752, 318, 784]
ad-text: Συφιλιδολόγος ἰατρός. Θεραπεία διὰ τῶν τελευταίων μεθόδων τῶν πασχόντων ἐκ βλεννορροίας. Ὁδὸς Νικίου 4 ἔναντι Φαρμακείου Γ. Ρεσκάκη.: [1331, 121, 1584, 167]
commercial-bank-title: ΕΜΠΟΡΙΚΗ ΤΡΑΠΕΖΑ ΤΗΣ ΕΛΛΑΔΟΣ: [1148, 680, 1500, 703]
store-address: ΟΔΟΣ ΕΡΜΟΥ 22: [721, 1779, 893, 1800]
table-row: [1131, 827, 1518, 838]
ad-name: Γαλουρίδης Ι. Α.: [1331, 121, 1446, 133]
divider: [583, 1586, 1059, 1587]
slogan-line: Τὰ φορέματα σας: [963, 1661, 1043, 1688]
divider: [1064, 672, 1584, 675]
board-member: Α. ΕΥΓΕΝΙΔΗΣ: [712, 1358, 795, 1373]
remedy-name: ΤΙΓΡΩΝ: [866, 267, 992, 306]
sale-address: ΟΔΟΣ ΕΡΜΟΥ 88: [1409, 1014, 1507, 1029]
rate-label: » μετὰ δύο ἔτη: [1136, 878, 1219, 892]
pharmacy-partner: Γ. ΝΙΚΑ: [908, 436, 950, 451]
list-item: [1064, 411, 1317, 463]
column-revolution-memoir: [324, 66, 573, 2266]
ad-text: Παθολόγος, μαθητὴς τῆς Ἰατρικῆς τοῦ Μονάχου. Ὁδὸς Ἁγίας Εἰρήνης. Ἐν Πειραιεῖ Πραξιτέλους 28 ἀπὸ 3—5 μ. μ.: [1064, 466, 1317, 500]
shop-body: Μεγάλη συλλογὴ κασμηρίων Ἀγγλικῶν, Γαλλικῶν, Βελγικῶν καὶ ἐγχωρίων. Κατασκευάζονται ἐπὶ παραγγελίᾳ ἐνδύματα ἀνδρῶν καὶ παίδων, πανωφόρια, ἱμάτια πάσης φύσεως. Ἐργασία ἀρίστη. Τιμαὶ συμφερώτεραι πάσης ἄλλης. Ὅλαι αἱ τιμαὶ εἶνε ὡρισμέναι καὶ ἀκριβῶς αἱ αὐταὶ. Μία δοκιμὴ καὶ ἀρκεῖ νὰ πεισθῆτε περὶ τῆς ἀληθείας τῶν ἀνωτέρω. (5): [801, 150, 1057, 240]
schedule-title: ΔΡΟΜΟΛΟΓΙΟΝ: [868, 478, 990, 496]
page-number: 6: [80, 13, 102, 62]
